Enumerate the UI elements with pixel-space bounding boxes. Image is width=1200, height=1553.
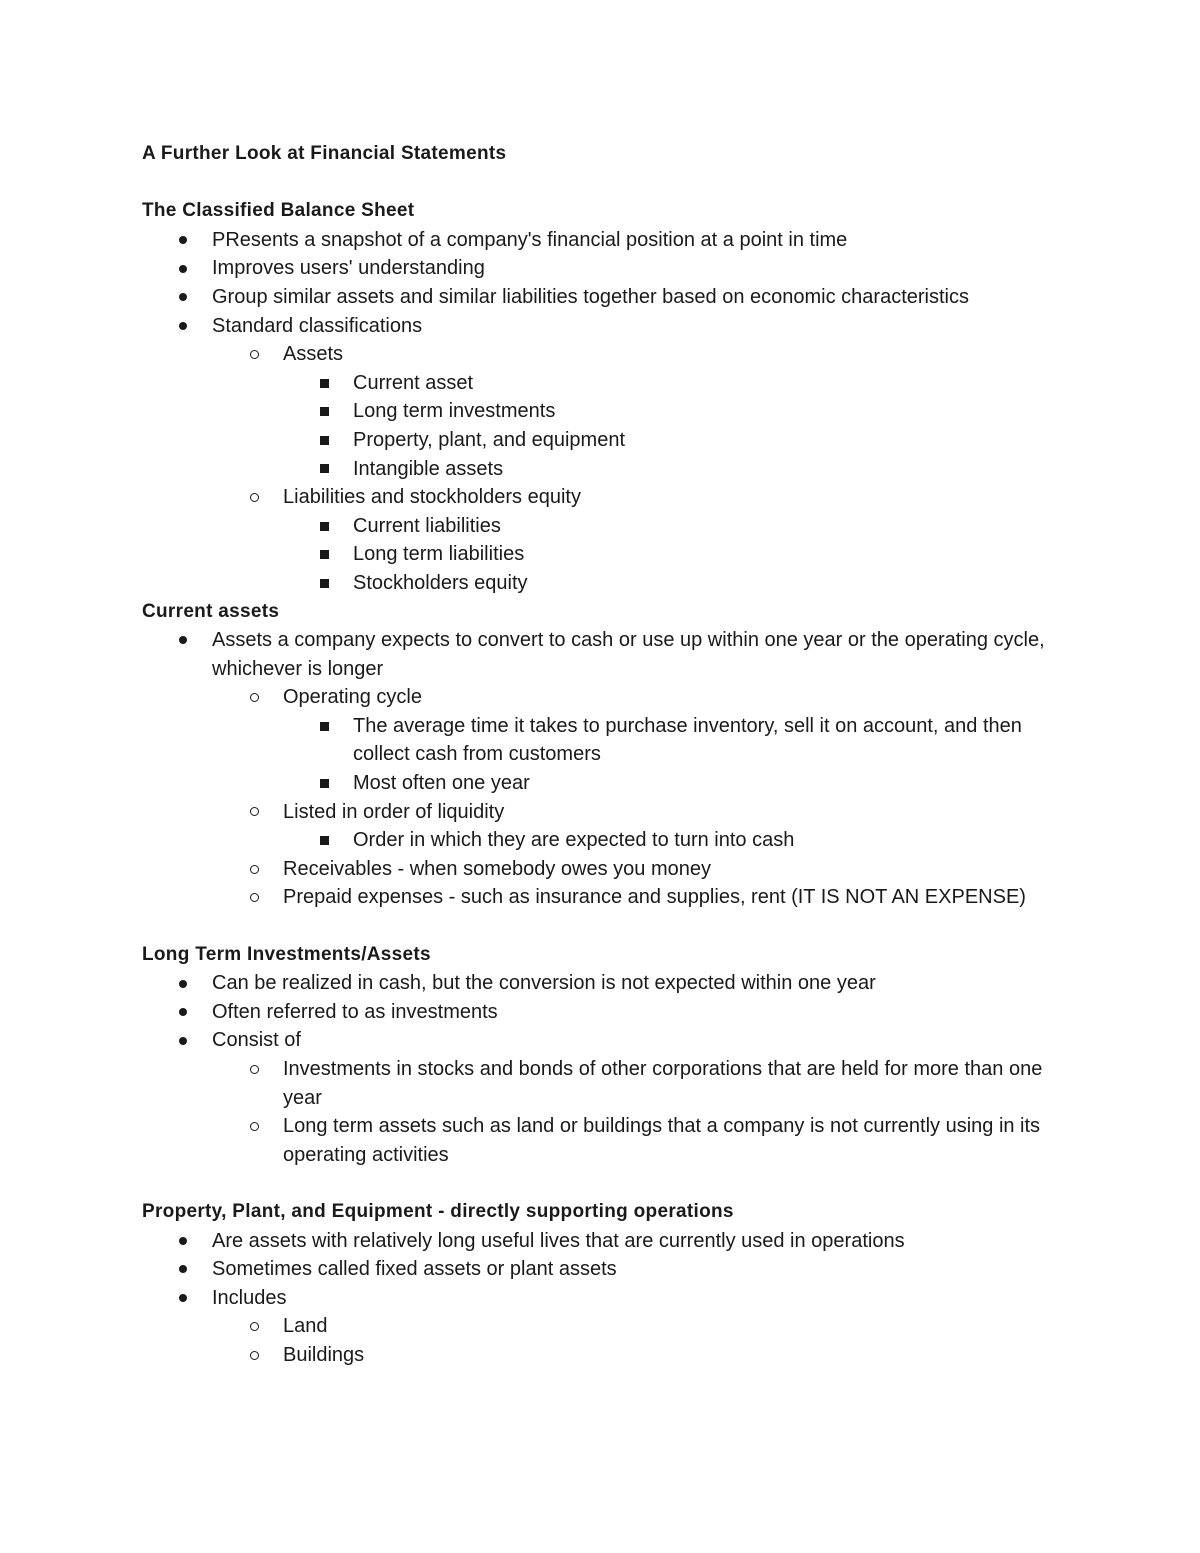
list-item: Land xyxy=(142,1312,1082,1341)
list-item: Liabilities and stockholders equity xyxy=(142,483,1082,512)
bullet-square-icon xyxy=(317,540,331,569)
list-item: Long term investments xyxy=(142,397,1082,426)
bullet-circle-icon xyxy=(247,483,261,512)
sub-bullet-list xyxy=(142,683,1082,712)
list-item: Property, plant, and equipment xyxy=(142,426,1082,455)
list-item: Improves users' understanding xyxy=(142,254,1082,283)
bullet-list xyxy=(142,626,1082,683)
bullet-circle-icon xyxy=(247,1341,261,1370)
blank-line xyxy=(142,169,1082,198)
sub-sub-bullet-list xyxy=(142,826,1082,855)
list-item: Order in which they are expected to turn into cash xyxy=(142,826,1082,855)
sub-bullet-list xyxy=(142,1055,1082,1169)
document-page xyxy=(142,140,1082,1370)
list-item: Prepaid expenses - such as insurance and supplies, rent (IT IS NOT AN EXPENSE) xyxy=(142,883,1082,912)
bullet-dot-icon xyxy=(176,998,190,1027)
bullet-list xyxy=(142,226,1082,340)
sub-bullet-list xyxy=(142,798,1082,827)
list-item: Investments in stocks and bonds of other corporations that are held for more than one year xyxy=(142,1055,1082,1112)
list-item: Assets a company expects to convert to cash or use up within one year or the operating cycle, whichever is longer xyxy=(142,626,1082,683)
bullet-circle-icon xyxy=(247,798,261,827)
bullet-dot-icon xyxy=(176,1227,190,1256)
section-heading-current-assets: Current assets xyxy=(142,600,280,622)
list-item: Buildings xyxy=(142,1341,1082,1370)
list-item: Most often one year xyxy=(142,769,1082,798)
list-item: Are assets with relatively long useful lives that are currently used in operations xyxy=(142,1227,1082,1256)
section-heading-property-plant-equipment: Property, Plant, and Equipment - directly supporting operations xyxy=(142,1200,734,1222)
bullet-circle-icon xyxy=(247,883,261,912)
section-heading-classified-balance-sheet: The Classified Balance Sheet xyxy=(142,200,415,222)
bullet-circle-icon xyxy=(247,683,261,712)
list-item: Current liabilities xyxy=(142,512,1082,541)
list-item: Long term assets such as land or buildings that a company is not currently using in its operating activities xyxy=(142,1112,1082,1169)
list-item: Listed in order of liquidity xyxy=(142,798,1082,827)
bullet-dot-icon xyxy=(176,1026,190,1055)
bullet-dot-icon xyxy=(176,226,190,255)
sub-bullet-list xyxy=(142,1312,1082,1369)
list-item: Current asset xyxy=(142,369,1082,398)
list-item: Often referred to as investments xyxy=(142,998,1082,1027)
list-item: Receivables - when somebody owes you money xyxy=(142,855,1082,884)
bullet-dot-icon xyxy=(176,1255,190,1284)
sub-sub-bullet-list xyxy=(142,369,1082,483)
blank-line xyxy=(142,912,1082,941)
document-title: A Further Look at Financial Statements xyxy=(142,143,507,164)
sub-bullet-list xyxy=(142,855,1082,912)
bullet-circle-icon xyxy=(247,1055,261,1084)
list-item: Includes xyxy=(142,1284,1082,1313)
section-heading-long-term-investments: Long Term Investments/Assets xyxy=(142,943,431,965)
blank-line xyxy=(142,1169,1082,1198)
list-item: PResents a snapshot of a company's financial position at a point in time xyxy=(142,226,1082,255)
list-item: Stockholders equity xyxy=(142,569,1082,598)
list-item: Can be realized in cash, but the conversion is not expected within one year xyxy=(142,969,1082,998)
bullet-dot-icon xyxy=(176,254,190,283)
list-item: Sometimes called fixed assets or plant assets xyxy=(142,1255,1082,1284)
sub-sub-bullet-list xyxy=(142,712,1082,798)
bullet-square-icon xyxy=(317,769,331,798)
bullet-square-icon xyxy=(317,569,331,598)
bullet-square-icon xyxy=(317,426,331,455)
bullet-list xyxy=(142,969,1082,1055)
bullet-circle-icon xyxy=(247,1112,261,1141)
bullet-dot-icon xyxy=(176,283,190,312)
list-item: Operating cycle xyxy=(142,683,1082,712)
list-item: Intangible assets xyxy=(142,455,1082,484)
bullet-dot-icon xyxy=(176,1284,190,1313)
sub-bullet-list xyxy=(142,340,1082,369)
bullet-dot-icon xyxy=(176,312,190,341)
list-item: Consist of xyxy=(142,1026,1082,1055)
bullet-square-icon xyxy=(317,397,331,426)
bullet-circle-icon xyxy=(247,340,261,369)
bullet-circle-icon xyxy=(247,1312,261,1341)
bullet-dot-icon xyxy=(176,626,190,655)
list-item: Assets xyxy=(142,340,1082,369)
bullet-list xyxy=(142,1227,1082,1313)
list-item: Group similar assets and similar liabilities together based on economic characteristics xyxy=(142,283,1082,312)
bullet-square-icon xyxy=(317,369,331,398)
list-item: The average time it takes to purchase inventory, sell it on account, and then collect cash from customers xyxy=(142,712,1082,769)
bullet-square-icon xyxy=(317,826,331,855)
list-item: Long term liabilities xyxy=(142,540,1082,569)
bullet-circle-icon xyxy=(247,855,261,884)
list-item: Standard classifications xyxy=(142,312,1082,341)
bullet-square-icon xyxy=(317,455,331,484)
bullet-dot-icon xyxy=(176,969,190,998)
bullet-square-icon xyxy=(317,512,331,541)
sub-bullet-list xyxy=(142,483,1082,512)
bullet-square-icon xyxy=(317,712,331,741)
sub-sub-bullet-list xyxy=(142,512,1082,598)
